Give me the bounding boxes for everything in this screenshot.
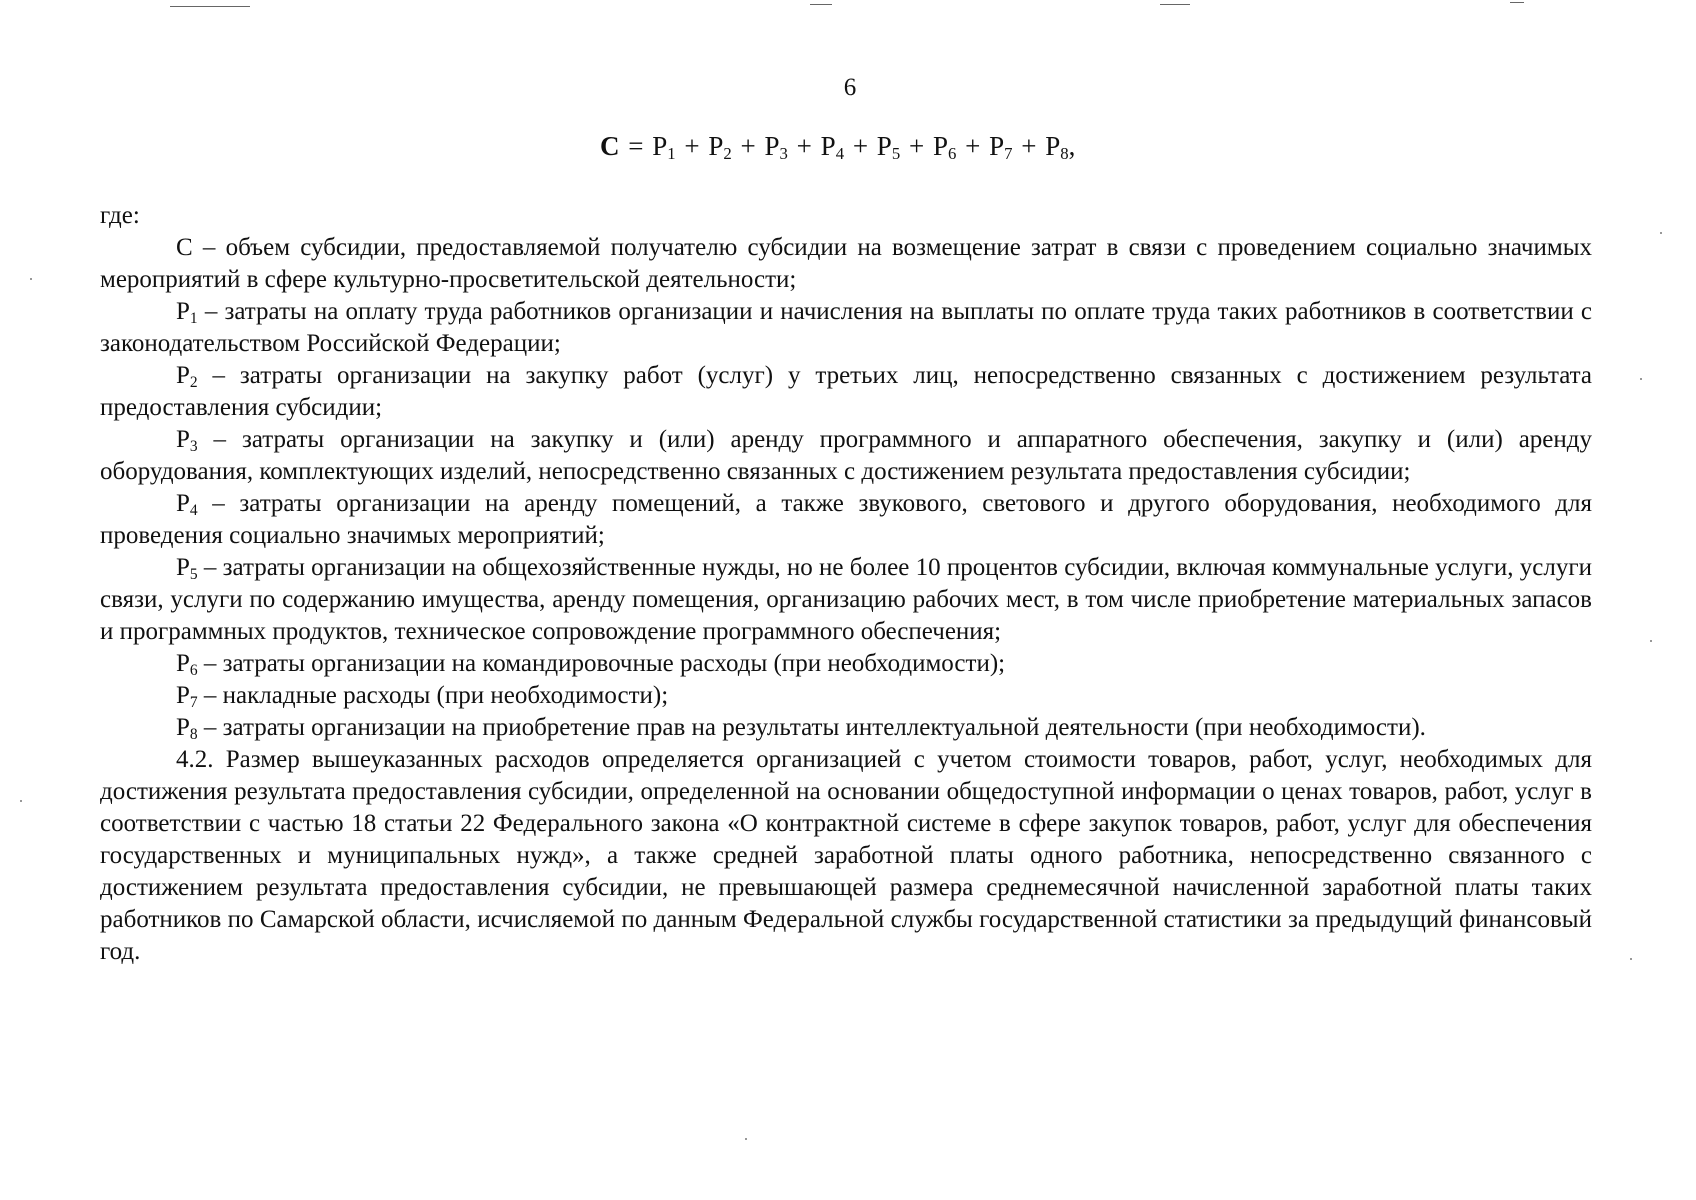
definition-symbol: 4.2. [176, 746, 214, 773]
formula-term [1045, 131, 1069, 164]
where-label: где: [100, 202, 140, 229]
definition-symbol: $Р_7$ [176, 682, 198, 711]
formula-term [989, 131, 1013, 164]
scan-artifact [20, 800, 22, 802]
formula-plus: + [902, 131, 931, 161]
formula-term-subscript: 5 [891, 144, 901, 164]
formula-term-base: P [820, 131, 836, 161]
definition-text: – затраты организации на аренду помещений, а также звукового, светового и другого оборудования, необходимого для проведения социально значимых мероприятий; [100, 490, 1592, 549]
formula-lhs: C [600, 131, 620, 161]
formula-term-base: P [708, 131, 724, 161]
definitions-body [100, 232, 1592, 968]
definition-paragraph [100, 232, 1592, 296]
subsidy-formula [600, 130, 1160, 162]
formula-term-base: P [1045, 131, 1061, 161]
definition-paragraph [100, 712, 1592, 744]
definition-paragraph [100, 488, 1592, 552]
scan-artifact [30, 278, 32, 280]
formula-trailing: , [1068, 131, 1076, 161]
definition-paragraph [100, 648, 1592, 680]
definition-paragraph [100, 296, 1592, 360]
formula-plus: + [677, 131, 707, 161]
definition-text: – затраты организации на приобретение прав на результаты интеллектуальной деятельности (при необходимости). [197, 714, 1426, 741]
definition-symbol-subscript: 2 [189, 373, 198, 391]
definition-paragraph [100, 744, 1592, 968]
formula-term-base: P [932, 131, 948, 161]
scan-artifact [745, 1138, 747, 1140]
definition-symbol-subscript: 7 [189, 693, 198, 711]
formula-term-subscript: 2 [723, 144, 732, 164]
formula-equals: = [628, 131, 644, 161]
formula-plus: + [1014, 131, 1044, 161]
definition-symbol-subscript: 8 [189, 725, 198, 743]
definition-symbol: $Р_6$ [176, 650, 198, 679]
scan-artifact [1510, 2, 1524, 3]
formula-term-subscript: 3 [779, 144, 788, 164]
definition-paragraph [100, 552, 1592, 648]
definition-paragraph [100, 424, 1592, 488]
definition-text: – затраты организации на общехозяйственные нужды, но не более 10 процентов субсидии, включая коммунальные услуги, услуги связи, услуги по содержанию имущества, аренду помещения, организацию рабочих мест, в том числе приобретение материальных запасов и программных продуктов, техническое сопровождение программного обеспечения; [100, 554, 1592, 645]
definition-symbol: С [176, 234, 193, 261]
formula-terms [652, 131, 1069, 164]
formula-term [652, 131, 676, 164]
definition-paragraph [100, 360, 1592, 424]
formula-term-subscript: 1 [667, 144, 676, 164]
definition-symbol: $Р_8$ [176, 714, 198, 743]
definition-text: – накладные расходы (при необходимости); [197, 682, 669, 709]
formula-term-base: P [652, 131, 668, 161]
scan-artifact [1630, 958, 1632, 960]
definition-text: – затраты на оплату труда работников организации и начисления на выплаты по оплате труда таких работников в соответствии с законодательством Российской Федерации; [100, 298, 1592, 357]
formula-term-base: P [989, 131, 1005, 161]
formula-plus: + [846, 131, 875, 161]
scan-artifact [1660, 232, 1662, 234]
definition-symbol-subscript: 1 [189, 309, 198, 327]
formula-plus: + [958, 131, 988, 161]
definition-text: – затраты организации на закупку и (или) аренду программного и аппаратного обеспечения, закупку и (или) аренду оборудования, комплектующих изделий, непосредственно связанных с достижением результата предоставления субсидии; [100, 426, 1592, 485]
definition-text: – затраты организации на закупку работ (услуг) у третьих лиц, непосредственно связанных с достижением результата предоставления субсидии; [100, 362, 1592, 421]
formula-term-base: P [764, 131, 780, 161]
definition-paragraph [100, 680, 1592, 712]
scan-artifact [170, 6, 250, 7]
formula-term-base: P [876, 131, 892, 161]
formula-term-subscript: 6 [947, 144, 957, 164]
definition-text: Размер вышеуказанных расходов определяется организацией с учетом стоимости товаров, работ, услуг, необходимых для достижения результата предоставления субсидии, определенной на основании общедоступной информации о ценах товаров, работ, услуг в соответствии с частью 18 статьи 22 Федерального закона «О контрактной системе в сфере закупок товаров, работ, услуг для обеспечения государственных и муниципальных нужд», а также средней заработной платы одного работника, непосредственно связанного с достижением результата предоставления субсидии, не превышающей размера среднемесячной начисленной заработной платы таких работников по Самарской области, исчисляемой по данным Федеральной службы государственной статистики за предыдущий финансовый год. [100, 746, 1592, 965]
scan-artifact [1160, 4, 1190, 5]
formula-plus: + [789, 131, 819, 161]
definition-symbol: $Р_5$ [176, 554, 198, 583]
definition-symbol-subscript: 4 [189, 501, 198, 519]
formula-term [764, 131, 788, 164]
scan-artifact [1650, 640, 1652, 642]
definition-text: – затраты организации на командировочные расходы (при необходимости); [197, 650, 1006, 677]
formula-term [708, 131, 732, 164]
formula-plus: + [733, 131, 763, 161]
definition-symbol: $Р_4$ [176, 490, 198, 519]
formula-term [876, 131, 901, 164]
formula-term-subscript: 4 [835, 144, 845, 164]
definition-symbol-subscript: 3 [189, 437, 198, 455]
definition-text: – объем субсидии, предоставляемой получателю субсидии на возмещение затрат в связи с проведением социально значимых мероприятий в сфере культурно-просветительской деятельности; [100, 234, 1592, 293]
formula-term-subscript: 7 [1004, 144, 1013, 164]
scan-artifact [1640, 378, 1642, 380]
definition-symbol: $Р_1$ [176, 298, 198, 327]
definition-symbol: $Р_2$ [176, 362, 198, 391]
definition-symbol: $Р_3$ [176, 426, 198, 455]
definition-symbol-subscript: 6 [189, 661, 198, 679]
formula-term [820, 131, 845, 164]
definition-symbol-subscript: 5 [189, 565, 198, 583]
page-number: 6 [843, 74, 857, 101]
formula-term-subscript: 8 [1060, 144, 1069, 164]
formula-term [932, 131, 957, 164]
scan-artifact [810, 4, 832, 5]
